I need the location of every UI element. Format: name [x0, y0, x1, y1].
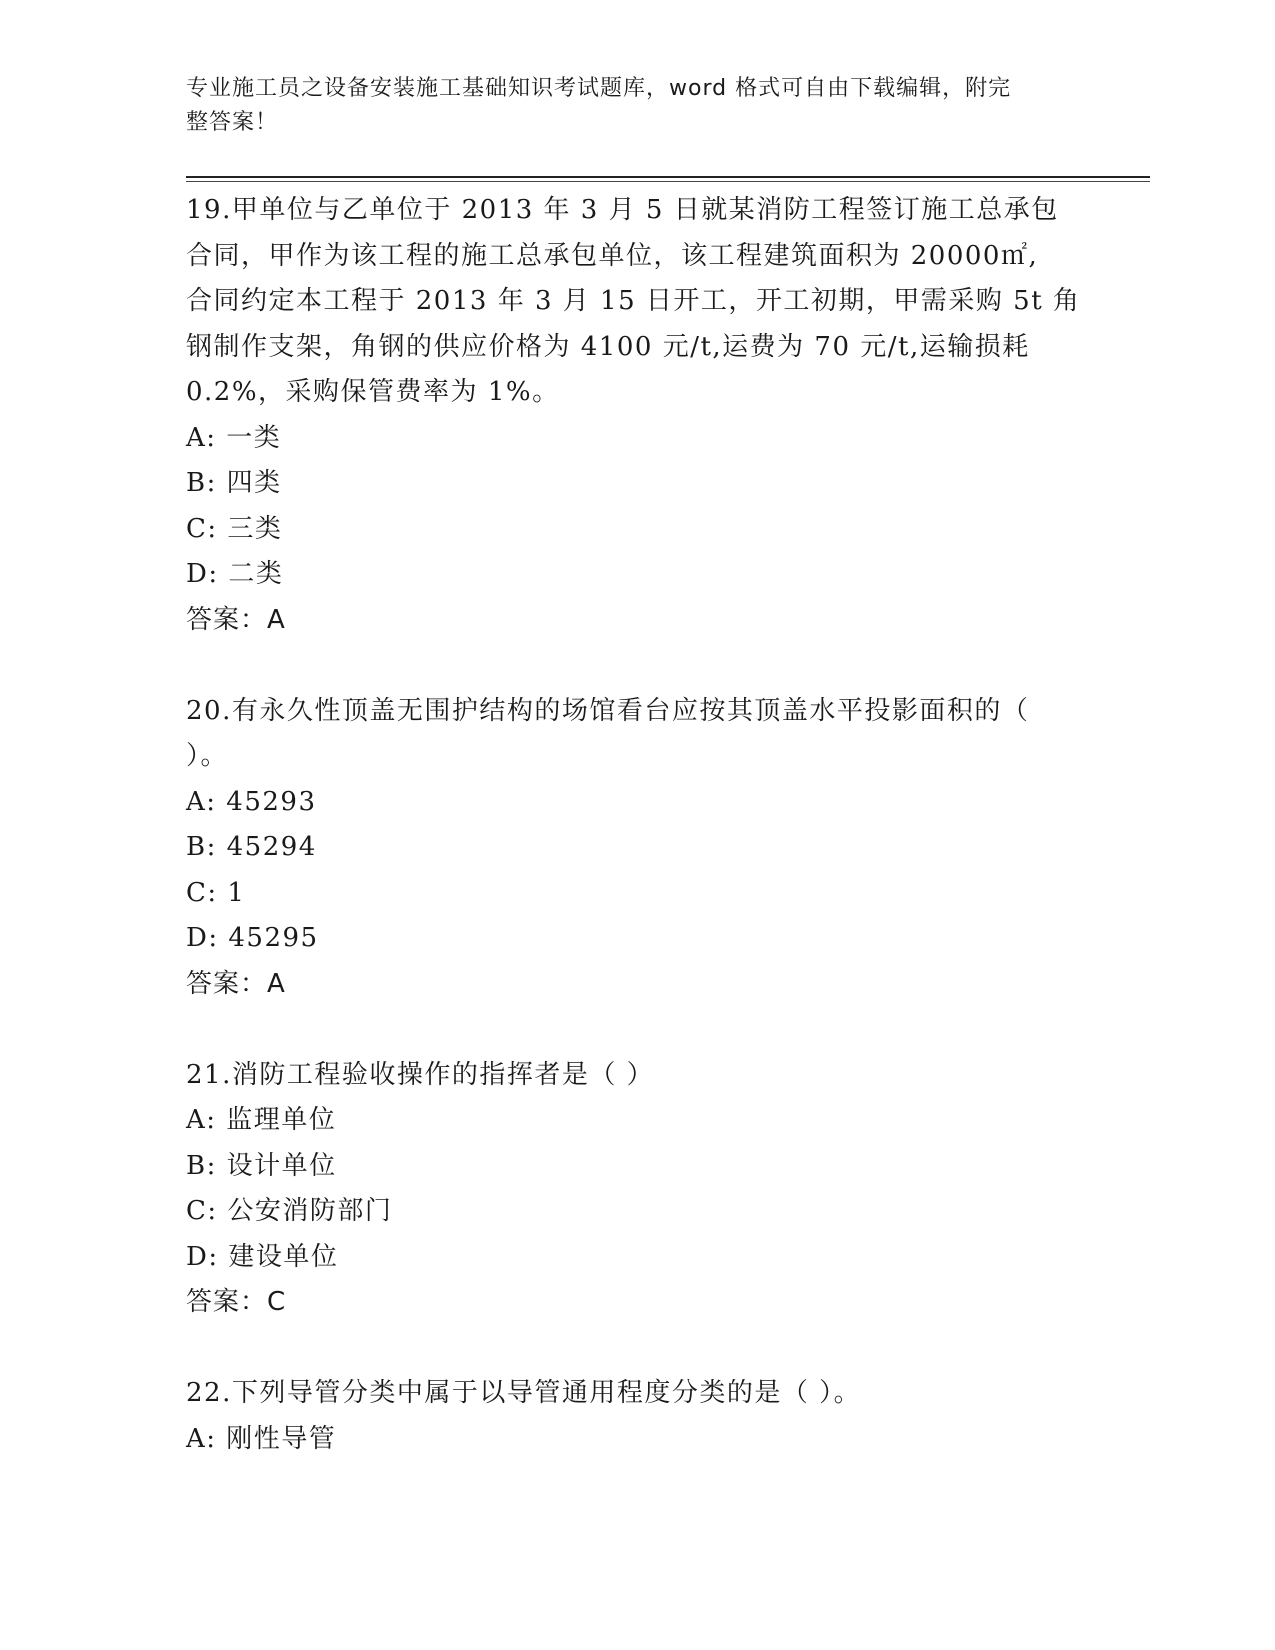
answer-line: 答案：C	[186, 1287, 287, 1317]
question-spacer	[186, 1007, 1086, 1053]
question-text-line: 19.甲单位与乙单位于 2013 年 3 月 5 日就某消防工程签订施工总承包	[186, 195, 1059, 225]
question-text-line: 钢制作支架，角钢的供应价格为 4100 元/t,运费为 70 元/t,运输损耗	[186, 331, 1030, 362]
option-b: B: 四类	[186, 468, 282, 498]
header-divider-thick	[186, 176, 1150, 178]
question-22	[186, 1371, 1086, 1462]
option-d: D: 二类	[186, 559, 284, 589]
option-c: C: 1	[186, 877, 246, 908]
question-spacer	[186, 1326, 1086, 1372]
document-header	[186, 72, 1066, 140]
question-text-line: 0.2%，采购保管费率为 1%。	[186, 377, 560, 407]
question-text-line: 20.有永久性顶盖无围护结构的场馆看台应按其顶盖水平投影面积的（	[186, 695, 1030, 726]
option-d: D: 建设单位	[186, 1241, 339, 1272]
answer-line: 答案：A	[186, 968, 286, 999]
question-19	[186, 188, 1086, 643]
question-20	[186, 689, 1086, 1008]
question-text-line: 合同，甲作为该工程的施工总承包单位，该工程建筑面积为 20000㎡,	[186, 240, 1039, 271]
question-spacer	[186, 643, 1086, 689]
option-a: A: 一类	[186, 422, 282, 453]
header-divider-thin	[186, 181, 1150, 182]
option-a: A: 刚性导管	[186, 1423, 337, 1454]
question-text-line: 21.消防工程验收操作的指挥者是（ ）	[186, 1059, 655, 1090]
question-text-line: 合同约定本工程于 2013 年 3 月 15 日开工，开工初期，甲需采购 5t 角	[186, 286, 1081, 316]
option-c: C: 公安消防部门	[186, 1196, 393, 1226]
question-text-line: ）。	[186, 741, 229, 771]
option-b: B: 45294	[186, 832, 317, 862]
option-d: D: 45295	[186, 923, 319, 953]
question-text-line: 22.下列导管分类中属于以导管通用程度分类的是（ ）。	[186, 1378, 862, 1408]
header-line-2: 整答案！	[186, 110, 279, 135]
option-b: B: 设计单位	[186, 1150, 337, 1181]
option-a: A: 45293	[186, 786, 317, 817]
header-line-1: 专业施工员之设备安装施工基础知识考试题库，word 格式可自由下载编辑，附完	[186, 76, 1012, 101]
option-a: A: 监理单位	[186, 1105, 337, 1135]
question-21	[186, 1053, 1086, 1326]
question-list	[186, 188, 1086, 1462]
option-c: C: 三类	[186, 513, 283, 544]
answer-line: 答案：A	[186, 604, 286, 635]
